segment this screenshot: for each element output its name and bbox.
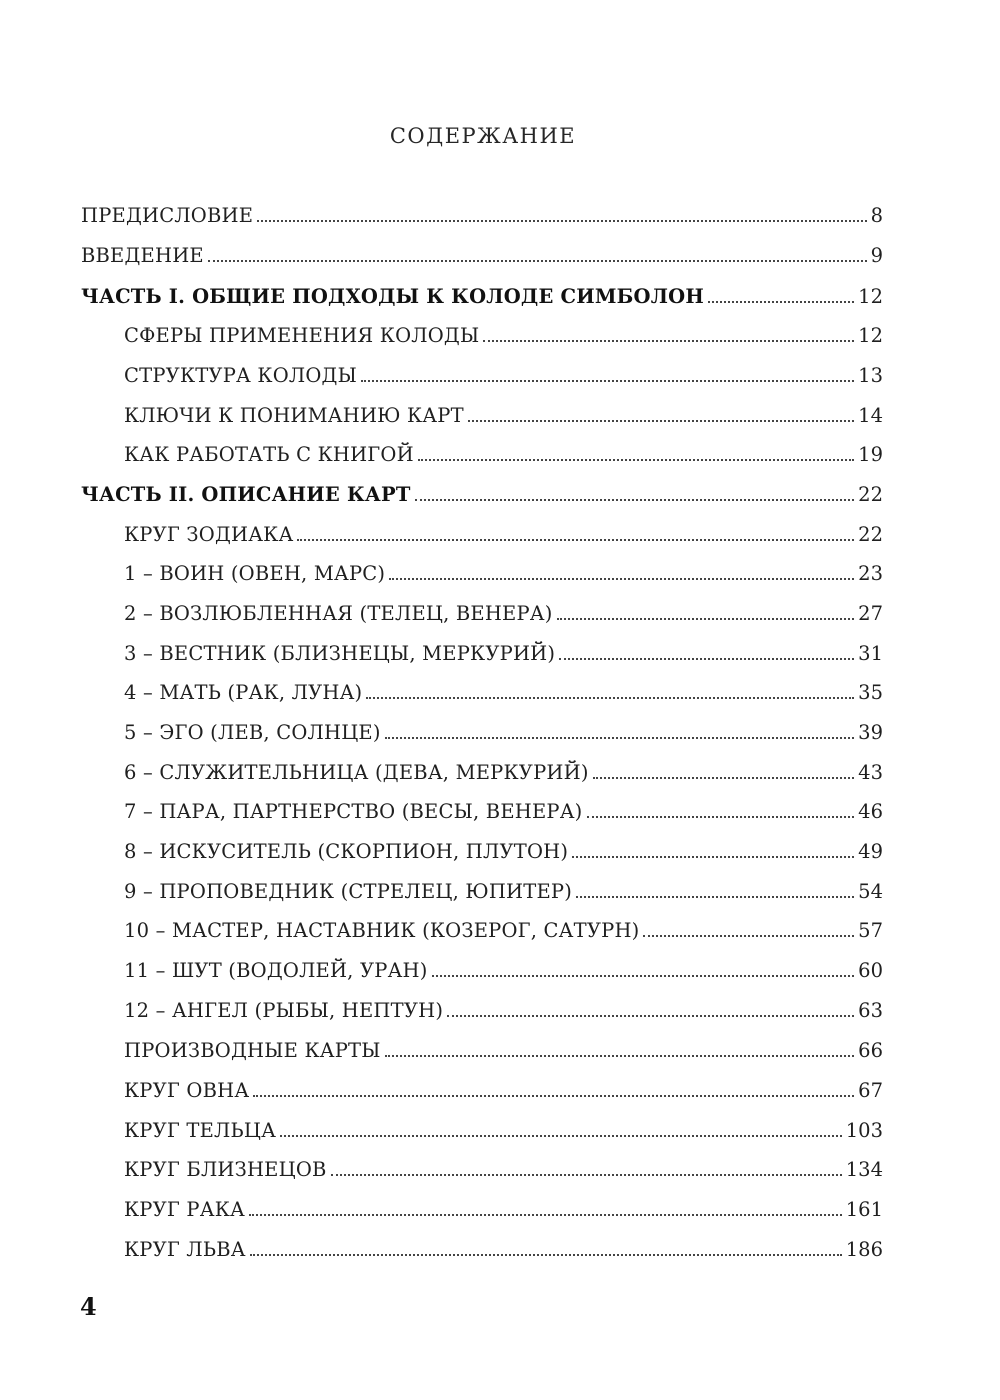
toc-entry[interactable]: [124, 323, 883, 349]
dot-leader: [366, 697, 854, 699]
dot-leader: [572, 856, 854, 858]
toc-entry[interactable]: [124, 363, 883, 389]
dot-leader: [559, 658, 854, 660]
toc-entry[interactable]: [124, 641, 883, 667]
toc-entry-page: 9: [870, 244, 883, 267]
toc-entry-label: 3 – ВЕСТНИК (БЛИЗНЕЦЫ, МЕРКУРИЙ): [124, 642, 556, 665]
toc-entry[interactable]: [124, 1038, 883, 1064]
toc-entry[interactable]: [81, 203, 883, 229]
toc-entry-label: ПРОИЗВОДНЫЕ КАРТЫ: [124, 1039, 381, 1062]
toc-entry-label: 4 – МАТЬ (РАК, ЛУНА): [124, 681, 363, 704]
dot-leader: [593, 777, 855, 779]
toc-entry-page: 13: [858, 364, 883, 387]
toc-entry-label: 8 – ИСКУСИТЕЛЬ (СКОРПИОН, ПЛУТОН): [124, 840, 569, 863]
toc-entry-label: 5 – ЭГО (ЛЕВ, СОЛНЦЕ): [124, 721, 381, 744]
toc-entry[interactable]: [124, 958, 883, 984]
toc-entry-page: 35: [858, 681, 883, 704]
toc-entry-page: 134: [845, 1158, 883, 1181]
toc-entry-label: КРУГ РАКА: [124, 1198, 245, 1221]
dot-leader: [297, 539, 854, 541]
toc-entry-label: КРУГ ЛЬВА: [124, 1238, 246, 1261]
toc-entry[interactable]: [124, 403, 883, 429]
toc-entry[interactable]: [124, 760, 883, 786]
toc-entry[interactable]: [124, 1118, 883, 1144]
toc-entry-page: 23: [858, 562, 883, 585]
toc-part-entry[interactable]: [81, 482, 883, 508]
toc-entry-page: 39: [858, 721, 883, 744]
toc-entry-label: ЧАСТЬ I. ОБЩИЕ ПОДХОДЫ К КОЛОДЕ СИМБОЛОН: [81, 285, 704, 308]
toc-entry[interactable]: [124, 442, 883, 468]
dot-leader: [468, 420, 854, 422]
dot-leader: [587, 816, 855, 818]
dot-leader: [385, 737, 855, 739]
toc-entry-label: 10 – МАСТЕР, НАСТАВНИК (КОЗЕРОГ, САТУРН): [124, 919, 640, 942]
toc-entry-label: СТРУКТУРА КОЛОДЫ: [124, 364, 357, 387]
dot-leader: [253, 1095, 854, 1097]
toc-entry-label: КЛЮЧИ К ПОНИМАНИЮ КАРТ: [124, 404, 464, 427]
toc-entry[interactable]: [124, 879, 883, 905]
page-number: 4: [80, 1292, 97, 1321]
toc-entry-page: 8: [870, 204, 883, 227]
toc-entry-page: 27: [858, 602, 883, 625]
toc-entry-label: 7 – ПАРА, ПАРТНЕРСТВО (ВЕСЫ, ВЕНЕРА): [124, 800, 583, 823]
toc-entry-page: 103: [845, 1119, 883, 1142]
toc-entry-page: 22: [858, 523, 883, 546]
toc-entry[interactable]: [124, 1078, 883, 1104]
toc-entry-label: 2 – ВОЗЛЮБЛЕННАЯ (ТЕЛЕЦ, ВЕНЕРА): [124, 602, 553, 625]
toc-entry[interactable]: [124, 522, 883, 548]
toc-entry[interactable]: [124, 1237, 883, 1263]
toc-entry-label: 1 – ВОИН (ОВЕН, МАРС): [124, 562, 386, 585]
dot-leader: [557, 618, 855, 620]
toc-entry[interactable]: [124, 680, 883, 706]
dot-leader: [331, 1174, 842, 1176]
toc-entry-label: КАК РАБОТАТЬ С КНИГОЙ: [124, 443, 414, 466]
toc-entry-page: 31: [858, 642, 883, 665]
toc-entry[interactable]: [124, 720, 883, 746]
toc-entry-page: 63: [858, 999, 883, 1022]
toc-entry-label: КРУГ ОВНА: [124, 1079, 250, 1102]
toc-entry-label: 6 – СЛУЖИТЕЛЬНИЦА (ДЕВА, МЕРКУРИЙ): [124, 761, 589, 784]
toc-entry[interactable]: [124, 1197, 883, 1223]
toc-entry-label: КРУГ ЗОДИАКА: [124, 523, 294, 546]
toc-entry-label: 9 – ПРОПОВЕДНИК (СТРЕЛЕЦ, ЮПИТЕР): [124, 880, 573, 903]
toc-entry[interactable]: [124, 561, 883, 587]
toc-entry-label: ЧАСТЬ II. ОПИСАНИЕ КАРТ: [81, 483, 411, 506]
toc-entry-label: КРУГ БЛИЗНЕЦОВ: [124, 1158, 327, 1181]
dot-leader: [432, 975, 855, 977]
toc-entry-page: 19: [858, 443, 883, 466]
toc-entry-page: 14: [858, 404, 883, 427]
toc-entry-page: 12: [858, 324, 883, 347]
dot-leader: [576, 896, 854, 898]
toc-entry-page: 46: [858, 800, 883, 823]
dot-leader: [418, 459, 854, 461]
toc-entry-label: ВВЕДЕНИЕ: [81, 244, 204, 267]
toc-entry[interactable]: [124, 998, 883, 1024]
dot-leader: [389, 578, 854, 580]
toc-entry[interactable]: [124, 1157, 883, 1183]
toc-entry-page: 60: [858, 959, 883, 982]
toc-entry-page: 66: [858, 1039, 883, 1062]
toc-entry-page: 57: [858, 919, 883, 942]
toc-entry[interactable]: [124, 601, 883, 627]
toc-entry-page: 43: [858, 761, 883, 784]
dot-leader: [708, 301, 854, 303]
dot-leader: [257, 220, 866, 222]
dot-leader: [483, 340, 854, 342]
dot-leader: [415, 499, 855, 501]
toc-entry[interactable]: [124, 918, 883, 944]
toc-entry[interactable]: [124, 839, 883, 865]
page-title: СОДЕРЖАНИЕ: [389, 124, 577, 148]
dot-leader: [385, 1055, 855, 1057]
toc-entry-page: 12: [858, 285, 883, 308]
dot-leader: [361, 380, 854, 382]
toc-entry-label: 11 – ШУТ (ВОДОЛЕЙ, УРАН): [124, 959, 428, 982]
toc-entry[interactable]: [124, 799, 883, 825]
dot-leader: [643, 935, 854, 937]
toc-part-entry[interactable]: [81, 284, 883, 310]
dot-leader: [280, 1135, 842, 1137]
toc-entry-page: 186: [845, 1238, 883, 1261]
toc-entry-label: 12 – АНГЕЛ (РЫБЫ, НЕПТУН): [124, 999, 444, 1022]
toc-entry-label: КРУГ ТЕЛЬЦА: [124, 1119, 277, 1142]
dot-leader: [250, 1254, 842, 1256]
toc-entry-label: ПРЕДИСЛОВИЕ: [81, 204, 254, 227]
dot-leader: [447, 1015, 854, 1017]
dot-leader: [249, 1214, 842, 1216]
toc-entry-page: 67: [858, 1079, 883, 1102]
dot-leader: [208, 260, 867, 262]
toc-entry-label: СФЕРЫ ПРИМЕНЕНИЯ КОЛОДЫ: [124, 324, 480, 347]
toc-entry-page: 54: [858, 880, 883, 903]
toc-entry-page: 22: [858, 483, 883, 506]
toc-entry-page: 161: [845, 1198, 883, 1221]
toc-entry[interactable]: [81, 243, 883, 269]
toc-entry-page: 49: [858, 840, 883, 863]
